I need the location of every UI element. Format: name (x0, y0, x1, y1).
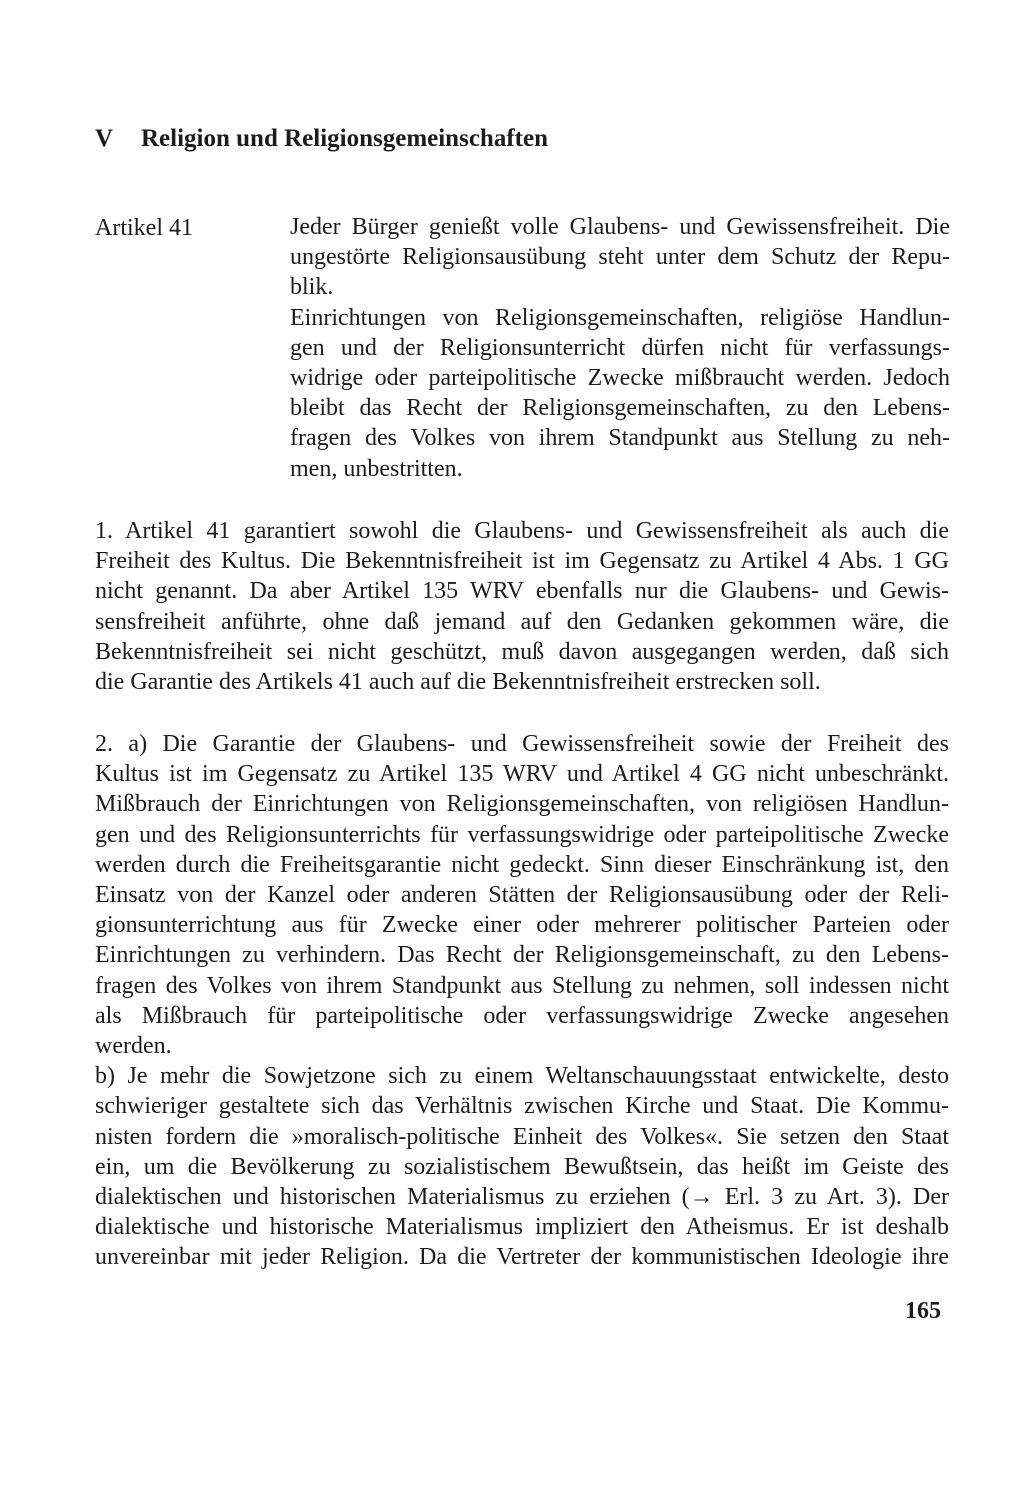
section-title: Religion und Religionsgemeinschaften (141, 125, 548, 152)
commentary-paragraph-2 (95, 729, 949, 1273)
commentary-line: unvereinbar mit jeder Religion. Da die Vertreter der kommunistischen Ideologie ihre (95, 1244, 949, 1271)
commentary-line: werden durch die Freiheitsgarantie nicht gedeckt. Sinn dieser Einschränkung ist, den (95, 851, 949, 878)
page-number: 165 (905, 1298, 941, 1324)
commentary-line: 1. Artikel 41 garantiert sowohl die Glaubens- und Gewissensfreiheit als auch die (95, 518, 949, 544)
section-number: V (95, 125, 114, 152)
commentary-line: Kultus ist im Gegensatz zu Artikel 135 WRV und Artikel 4 GG nicht unbeschränkt. (95, 761, 949, 788)
commentary-line: dialektische und historische Materialismus impliziert den Atheismus. Er ist deshalb (95, 1214, 949, 1241)
commentary-line: nisten fordern die »moralisch-politische Einheit des Volkes«. Sie setzen den Staat (95, 1123, 949, 1150)
commentary-line: sensfreiheit anführte, ohne daß jemand auf den Gedanken gekommen wäre, die (95, 608, 949, 635)
article-line: gen und der Religionsunterricht dürfen nicht für verfassungs- (290, 334, 950, 361)
commentary-line: schwieriger gestaltete sich das Verhältnis zwischen Kirche und Staat. Die Kommu- (95, 1093, 949, 1120)
commentary-line: b) Je mehr die Sowjetzone sich zu einem Weltanschauungsstaat entwickelte, desto (95, 1063, 949, 1090)
commentary-paragraph-1 (95, 516, 949, 697)
commentary-line: werden. (95, 1033, 172, 1060)
commentary-line: nicht genannt. Da aber Artikel 135 WRV ebenfalls nur die Glaubens- und Gewis- (95, 578, 949, 605)
article-line: widrige oder parteipolitische Zwecke mißbraucht werden. Jedoch (290, 365, 950, 392)
commentary-line: Einsatz von der Kanzel oder anderen Stätten der Religionsausübung oder der Reli- (95, 882, 949, 909)
article-line: fragen des Volkes von ihrem Standpunkt aus Stellung zu neh- (290, 425, 950, 452)
commentary-line: Einrichtungen zu verhindern. Das Recht der Religionsgemeinschaft, zu den Lebens- (95, 942, 949, 969)
commentary-line: Freiheit des Kultus. Die Bekenntnisfreiheit ist im Gegensatz zu Artikel 4 Abs. 1 GG (95, 548, 949, 575)
article-line: men, unbestritten. (290, 455, 463, 482)
article-line: Einrichtungen von Religionsgemeinschaften, religiöse Handlun- (290, 304, 950, 331)
article-line: ungestörte Religionsausübung steht unter dem Schutz der Repu- (290, 244, 950, 271)
commentary-line: gionsunterrichtung aus für Zwecke einer oder mehrerer politischer Parteien oder (95, 912, 949, 939)
commentary-line: Mißbrauch der Einrichtungen von Religionsgemeinschaften, von religiösen Handlun- (95, 791, 949, 818)
article-line: Jeder Bürger genießt volle Glaubens- und Gewissensfreiheit. Die (290, 214, 950, 240)
commentary-line: fragen des Volkes von ihrem Standpunkt aus Stellung zu nehmen, soll indessen nicht (95, 972, 949, 999)
commentary-line: Bekenntnisfreiheit sei nicht geschützt, muß davon ausgegangen werden, daß sich (95, 638, 949, 665)
commentary-line: dialektischen und historischen Materialismus zu erziehen (→ Erl. 3 zu Art. 3). Der (95, 1184, 949, 1211)
commentary-line: ein, um die Bevölkerung zu sozialistischem Bewußtsein, das heißt im Geiste des (95, 1153, 949, 1180)
article-label: Artikel 41 (95, 215, 193, 241)
commentary-line: 2. a) Die Garantie der Glaubens- und Gewissensfreiheit sowie der Freiheit des (95, 731, 949, 757)
article-text (290, 212, 950, 484)
commentary-line: die Garantie des Artikels 41 auch auf die Bekenntnisfreiheit erstrecken soll. (95, 669, 821, 696)
article-line: blik. (290, 274, 334, 301)
commentary-line: als Mißbrauch für parteipolitische oder verfassungswidrige Zwecke angesehen (95, 1002, 949, 1029)
section-heading (95, 122, 548, 156)
article-line: bleibt das Recht der Religionsgemeinschaften, zu den Lebens- (290, 395, 950, 422)
commentary-line: gen und des Religionsunterrichts für verfassungswidrige oder parteipolitische Zwecke (95, 821, 949, 848)
